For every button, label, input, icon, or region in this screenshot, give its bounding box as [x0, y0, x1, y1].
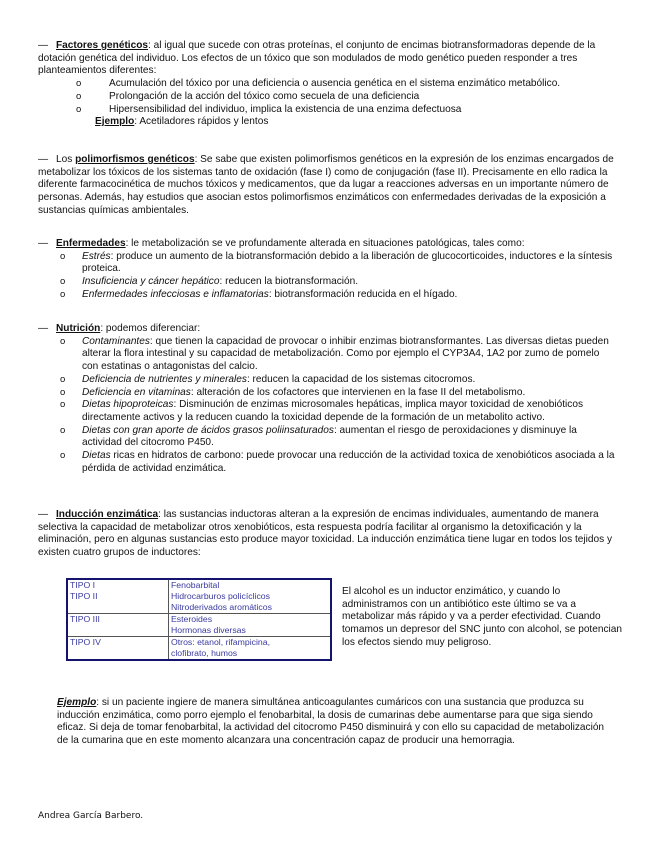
section-paragraph: — Los polimorfismos genéticos: Se sabe que existen polimorfismos genéticos en la expresión de los enzimas encargados de metabolizar los tóxicos de los sistemas tanto de oxidación (fase I) como de conjugación (fase II). Precisamente en ello radica la diferente farmacocinética de muchos tóxicos y medicamentos, que da lugar a reacciones adversas en un importante número de personas. Además, hay estudios que asocian estos polimorfismos enzimáticos con enfermedades derivadas de la exposición a sustancias químicas ambientales.	[38, 154, 614, 216]
alcohol-note: El alcohol es un inductor enzimático, y cuando lo administramos con un antibiótico este último se va a metabolizar más rápido y va a perder efectividad. Cuando tomamos un depresor del SNC junto con alcohol, se potencian los efectos siendo muy peligroso.	[342, 586, 622, 648]
table-row	[67, 591, 331, 614]
table-cell-examples: Esteroides Hormonas diversas	[169, 614, 332, 637]
section-factores-geneticos	[38, 40, 618, 129]
table-cell-examples: Fenobarbital	[171, 580, 220, 590]
section-heading: Enfermedades	[56, 238, 126, 249]
table-row	[67, 579, 331, 591]
section-paragraph: — Inducción enzimática: las sustancias inductoras alteran a la expresión de encimas individuales, aumentando de manera selectiva la capacidad de metabolizar otros xenobióticos, esta respuesta podría facilitar al organismo la detoxificación y la eliminación, pero en algunas sustancias esto produce mayor toxicidad. La inducción enzimática tiene lugar en todos los tejidos y existen cuatro grupos de inductores:	[38, 509, 612, 559]
section-heading: Nutrición	[56, 323, 101, 334]
inductor-groups-table	[66, 578, 332, 661]
section-polimorfismos	[38, 154, 618, 218]
table-row	[67, 614, 331, 637]
section-ejemplo	[57, 697, 617, 748]
section-paragraph: — Factores genéticos: al igual que sucede con otras proteínas, el conjunto de encimas biotransformadoras depende de la dotación genética del individuo. Los efectos de un tóxico que son modulados de modo genético pueden responder a tres planteamientos diferentes:	[38, 40, 596, 77]
example-label: Ejemplo	[57, 697, 97, 708]
section-induccion-enzimatica	[38, 509, 618, 560]
section-enfermedades	[38, 238, 618, 302]
table-cell-type: TIPO I	[67, 579, 169, 591]
bullet-list	[38, 78, 618, 116]
footer-author: Andrea García Barbero.	[38, 811, 144, 821]
bullet-list	[38, 336, 618, 476]
list-item: o Dietas con gran aporte de ácidos grasos poliinsaturados: aumentan el riesgo de peroxidaciones y disminuye la actividad del citocromo P450.	[60, 425, 618, 450]
section-heading: Factores genéticos	[56, 40, 148, 51]
table-cell-examples: Hidrocarburos policíclicos Nitroderivados aromáticos	[171, 591, 272, 612]
list-item: o Estrés: produce un aumento de la biotransformación debido a la liberación de glucocorticoides, inductores e la síntesis proteica.	[60, 251, 618, 276]
section-nutricion	[38, 323, 618, 475]
list-item: o Insuficiencia y cáncer hepático: reducen la biotransformación.	[60, 276, 618, 289]
list-item: o Hipersensibilidad del individuo, implica la existencia de una enzima defectuosa	[76, 104, 618, 117]
section-paragraph: Ejemplo: si un paciente ingiere de manera simultánea anticoagulantes cumáricos con una sustancia que produzca su inducción enzimática, como porro ejemplo el fenobarbital, la dosis de cumarinas debe aumentarse para que siga siendo eficaz. Si deja de tomar fenobarbital, la actividad del citocromo P450 disminuirá y con ello su capacidad de metabolización de la cumarina que en este momento alcanzara una concentración capaz de producir una hemorragia.	[57, 697, 605, 747]
list-item: o Deficiencia en vitaminas: alteración de los cofactores que intervienen en la fase II del metabolismo.	[60, 387, 618, 400]
table-cell-type: TIPO II	[67, 591, 169, 614]
list-item: o Contaminantes: que tienen la capacidad de provocar o inhibir enzimas biotransformantes. Las diversas dietas pueden alterar la flora intestinal y su capacidad de metabolización. Como por ejemplo el CYP3A4, 1A2 por zumo de pomelo con estatinas o antagonistas del calcio.	[60, 336, 618, 374]
list-item: o Deficiencia de nutrientes y minerales: reducen la capacidad de los sistemas citocromos.	[60, 374, 618, 387]
table-cell-type: TIPO III	[67, 614, 169, 637]
list-item: o Dietas hipoproteicas: Disminución de enzimas microsomales hepáticas, implica mayor toxicidad de xenobióticos directamente activos y la reducen cuando la toxicidad depende de la formación de un metabolito activo.	[60, 399, 618, 424]
table-cell-examples: Otros: etanol, rifampicina, clofibrato, humos	[169, 637, 332, 661]
section-heading: Inducción enzimática	[56, 509, 159, 520]
list-item: o Enfermedades infecciosas e inflamatorias: biotransformación reducida en el hígado.	[60, 289, 618, 302]
section-paragraph: — Nutrición: podemos diferenciar:	[38, 323, 201, 334]
bullet-list	[38, 251, 618, 302]
section-paragraph: — Enfermedades: le metabolización se ve profundamente alterada en situaciones patológicas, tales como:	[38, 238, 525, 249]
example-line: Ejemplo: Acetiladores rápidos y lentos	[95, 116, 269, 128]
table-cell-type: TIPO IV	[67, 637, 169, 661]
list-item: o Acumulación del tóxico por una deficiencia o ausencia genética en el sistema enzimático metabólico.	[76, 78, 618, 91]
list-item: o Prolongación de la acción del tóxico como secuela de una deficiencia	[76, 91, 618, 104]
list-item: o Dietas ricas en hidratos de carbono: puede provocar una reducción de la actividad toxica de xenobióticos asociada a la pérdida de actividad enzimática.	[60, 450, 618, 475]
section-heading: polimorfismos genéticos	[75, 154, 195, 165]
table-row	[67, 637, 331, 661]
